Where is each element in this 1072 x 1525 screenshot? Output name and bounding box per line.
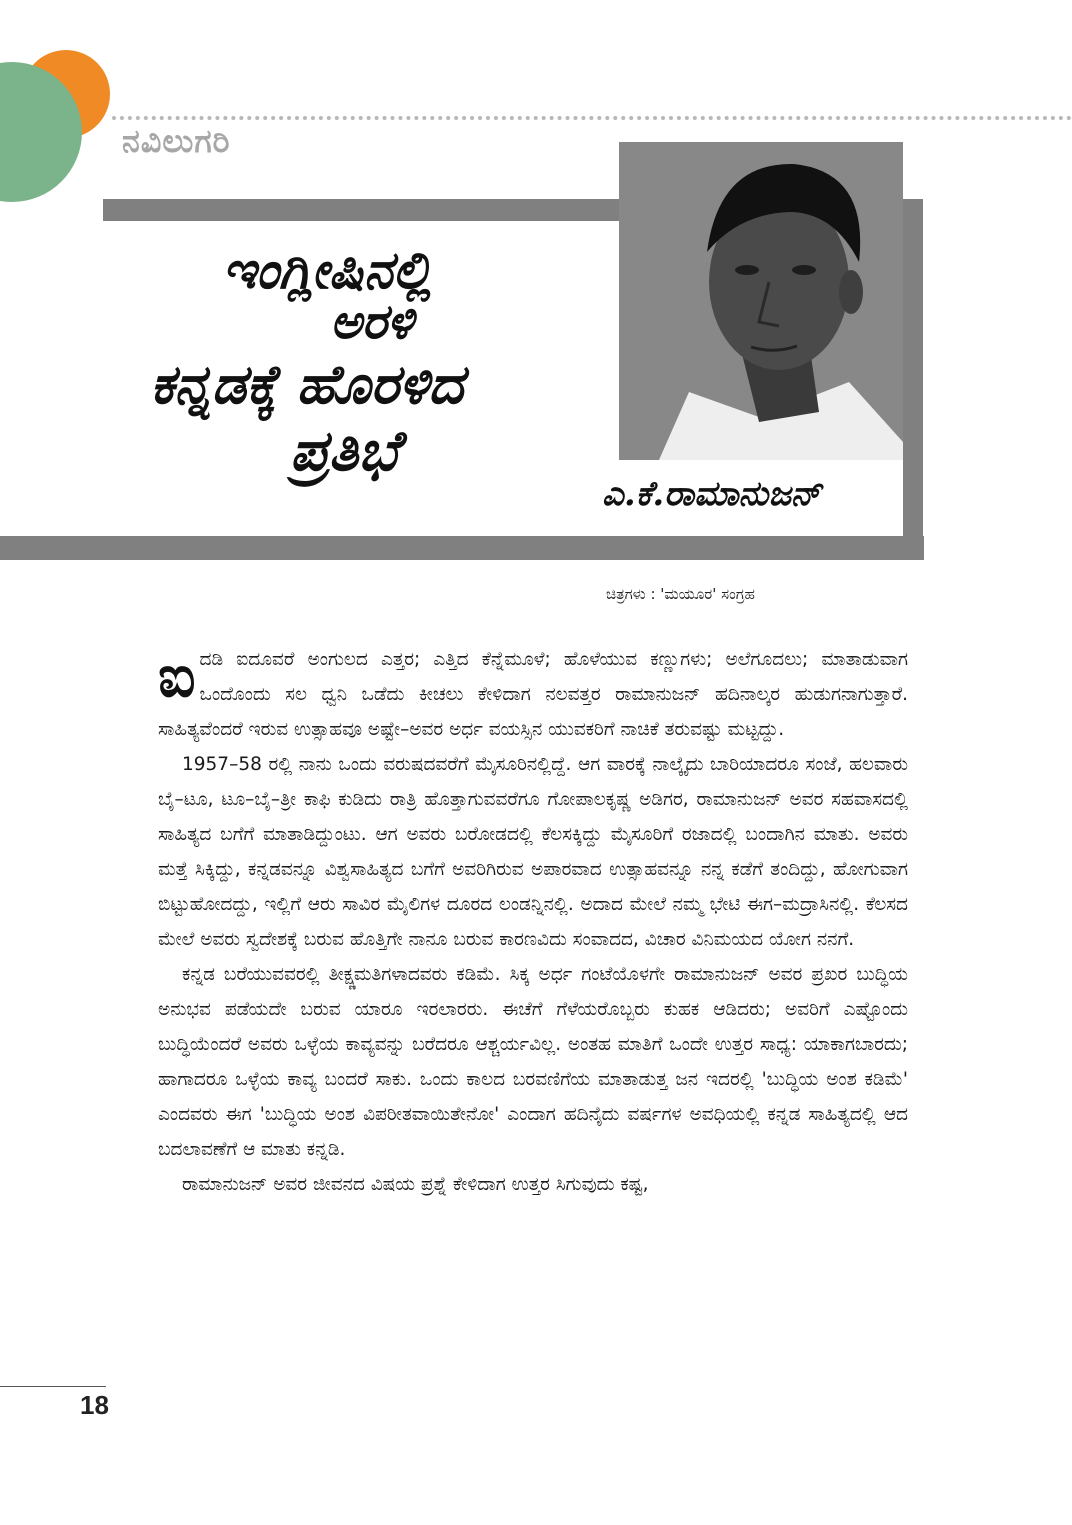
portrait-illustration — [619, 142, 903, 460]
photo-credit: ಚಿತ್ರಗಳು : 'ಮಯೂರ' ಸಂಗ್ರಹ — [606, 585, 755, 603]
paragraph-text: ದಡಿ ಐದೂವರೆ ಅಂಗುಲದ ಎತ್ತರ; ಎತ್ತಿದ ಕೆನ್ನೆಮೂಳೆ; ಹೊಳೆಯುವ ಕಣ್ಣುಗಳು; ಅಲೆಗೂದಲು; ಮಾತಾಡುವಾಗ ಒಂದೊಂದು ಸಲ ಧ್ವನಿ ಒಡೆದು ಕೀಚಲು ಕೇಳಿದಾಗ ನಲವತ್ತರ ರಾಮಾನುಜನ್ ಹದಿನಾಲ್ಕರ ಹುಡುಗನಾಗುತ್ತಾರೆ. ಸಾಹಿತ್ಯವೆಂದರೆ ಇರುವ ಉತ್ಸಾಹವೂ ಅಷ್ಟೇ–ಅವರ ಅರ್ಧ ವಯಸ್ಸಿನ ಯುವಕರಿಗೆ ನಾಚಿಕೆ ತರುವಷ್ಟು ಮಟ್ಟದ್ದು. — [158, 649, 908, 740]
byline-box — [596, 460, 903, 536]
banner-right-band — [903, 199, 923, 560]
dotted-divider — [112, 116, 1072, 120]
folio-rule — [0, 1386, 106, 1387]
article-paragraph: ಕನ್ನಡ ಬರೆಯುವವರಲ್ಲಿ ತೀಕ್ಷ್ಣಮತಿಗಳಾದವರು ಕಡಿಮೆ. ಸಿಕ್ಕ ಅರ್ಧ ಗಂಟೆಯೊಳಗೇ ರಾಮಾನುಜನ್ ಅವರ ಪ್ರಖರ ಬುದ್ಧಿಯ ಅನುಭವ ಪಡೆಯದೇ ಬರುವ ಯಾರೂ ಇರಲಾರರು. ಈಚೆಗೆ ಗೆಳೆಯರೊಬ್ಬರು ಕುಹಕ ಆಡಿದರು; ಅವರಿಗೆ ಎಷ್ಟೊಂದು ಬುದ್ಧಿಯೆಂದರೆ ಅವರು ಒಳ್ಳೆಯ ಕಾವ್ಯವನ್ನು ಬರೆದರೂ ಆಶ್ಚರ್ಯವಿಲ್ಲ. ಅಂತಹ ಮಾತಿಗೆ ಒಂದೇ ಉತ್ತರ ಸಾಧ್ಯ: ಯಾಕಾಗಬಾರದು; ಹಾಗಾದರೂ ಒಳ್ಳೆಯ ಕಾವ್ಯ ಬಂದರೆ ಸಾಕು. ಒಂದು ಕಾಲದ ಬರವಣಿಗೆಯ ಮಾತಾಡುತ್ತ ಜನ ಇದರಲ್ಲಿ 'ಬುದ್ಧಿಯ ಅಂಶ ಕಡಿಮೆ' ಎಂದವರು ಈಗ 'ಬುದ್ಧಿಯ ಅಂಶ ವಿಪರೀತವಾಯಿತೇನೋ' ಎಂದಾಗ ಹದಿನೈದು ವರ್ಷಗಳ ಅವಧಿಯಲ್ಲಿ ಕನ್ನಡ ಸಾಹಿತ್ಯದಲ್ಲಿ ಆದ ಬದಲಾವಣೆಗೆ ಆ ಮಾತು ಕನ್ನಡಿ. — [158, 964, 908, 1160]
title-line-3: ಕನ್ನಡಕ್ಕೆ ಹೊರಳಿದ — [150, 352, 464, 416]
title-line-4: ಪ್ರತಿಭೆ — [290, 418, 399, 484]
article-paragraph — [158, 642, 908, 747]
article-title — [150, 240, 610, 510]
title-line-1: ಇಂಗ್ಲೀಷಿನಲ್ಲಿ — [222, 240, 433, 301]
title-line-2: ಅರಳಿ — [330, 294, 414, 350]
author-portrait-photo — [619, 142, 903, 460]
article-body — [158, 642, 908, 1202]
drop-cap: ಐ — [158, 642, 196, 710]
section-label: ನವಿಲುಗರಿ — [122, 122, 231, 160]
page-number: 18 — [80, 1390, 109, 1420]
article-paragraph: 1957–58 ರಲ್ಲಿ ನಾನು ಒಂದು ವರುಷದವರೆಗೆ ಮೈಸೂರಿನಲ್ಲಿದ್ದೆ. ಆಗ ವಾರಕ್ಕೆ ನಾಲ್ಕೈದು ಬಾರಿಯಾದರೂ ಸಂಜೆ, ಹಲವಾರು ಬೈ–ಟೂ, ಟೂ–ಬೈ–ತ್ರೀ ಕಾಫಿ ಕುಡಿದು ರಾತ್ರಿ ಹೊತ್ತಾಗುವವರೆಗೂ ಗೋಪಾಲಕೃಷ್ಣ ಅಡಿಗರ, ರಾಮಾನುಜನ್ ಅವರ ಸಹವಾಸದಲ್ಲಿ ಸಾಹಿತ್ಯದ ಬಗೆಗೆ ಮಾತಾಡಿದ್ದುಂಟು. ಆಗ ಅವರು ಬರೋಡದಲ್ಲಿ ಕೆಲಸಕ್ಕಿದ್ದು ಮೈಸೂರಿಗೆ ರಜಾದಲ್ಲಿ ಬಂದಾಗಿನ ಮಾತು. ಅವರು ಮತ್ತೆ ಸಿಕ್ಕಿದ್ದು, ಕನ್ನಡವನ್ನೂ ವಿಶ್ವಸಾಹಿತ್ಯದ ಬಗೆಗೆ ಅವರಿಗಿರುವ ಅಪಾರವಾದ ಉತ್ಸಾಹವನ್ನೂ ನನ್ನ ಕಡೆಗೆ ತಂದಿದ್ದು, ಹೋಗುವಾಗ ಬಿಟ್ಟುಹೋದದ್ದು, ಇಲ್ಲಿಗೆ ಆರು ಸಾವಿರ ಮೈಲಿಗಳ ದೂರದ ಲಂಡನ್ನಿನಲ್ಲಿ. ಅದಾದ ಮೇಲೆ ನಮ್ಮ ಭೇಟಿ ಈಗ–ಮದ್ರಾಸಿನಲ್ಲಿ. ಕೆಲಸದ ಮೇಲೆ ಅವರು ಸ್ವದೇಶಕ್ಕೆ ಬರುವ ಹೊತ್ತಿಗೇ ನಾನೂ ಬರುವ ಕಾರಣವಿದು ಸಂವಾದದ, ವಿಚಾರ ವಿನಿಮಯದ ಯೋಗ ನನಗೆ. — [158, 754, 908, 950]
author-byline: ಎ.ಕೆ.ರಾಮಾನುಜನ್ — [602, 474, 821, 514]
banner-bottom-band — [0, 536, 924, 560]
article-paragraph: ರಾಮಾನುಜನ್ ಅವರ ಜೀವನದ ವಿಷಯ ಪ್ರಶ್ನೆ ಕೇಳಿದಾಗ ಉತ್ತರ ಸಿಗುವುದು ಕಷ್ಟ, — [182, 1174, 649, 1195]
